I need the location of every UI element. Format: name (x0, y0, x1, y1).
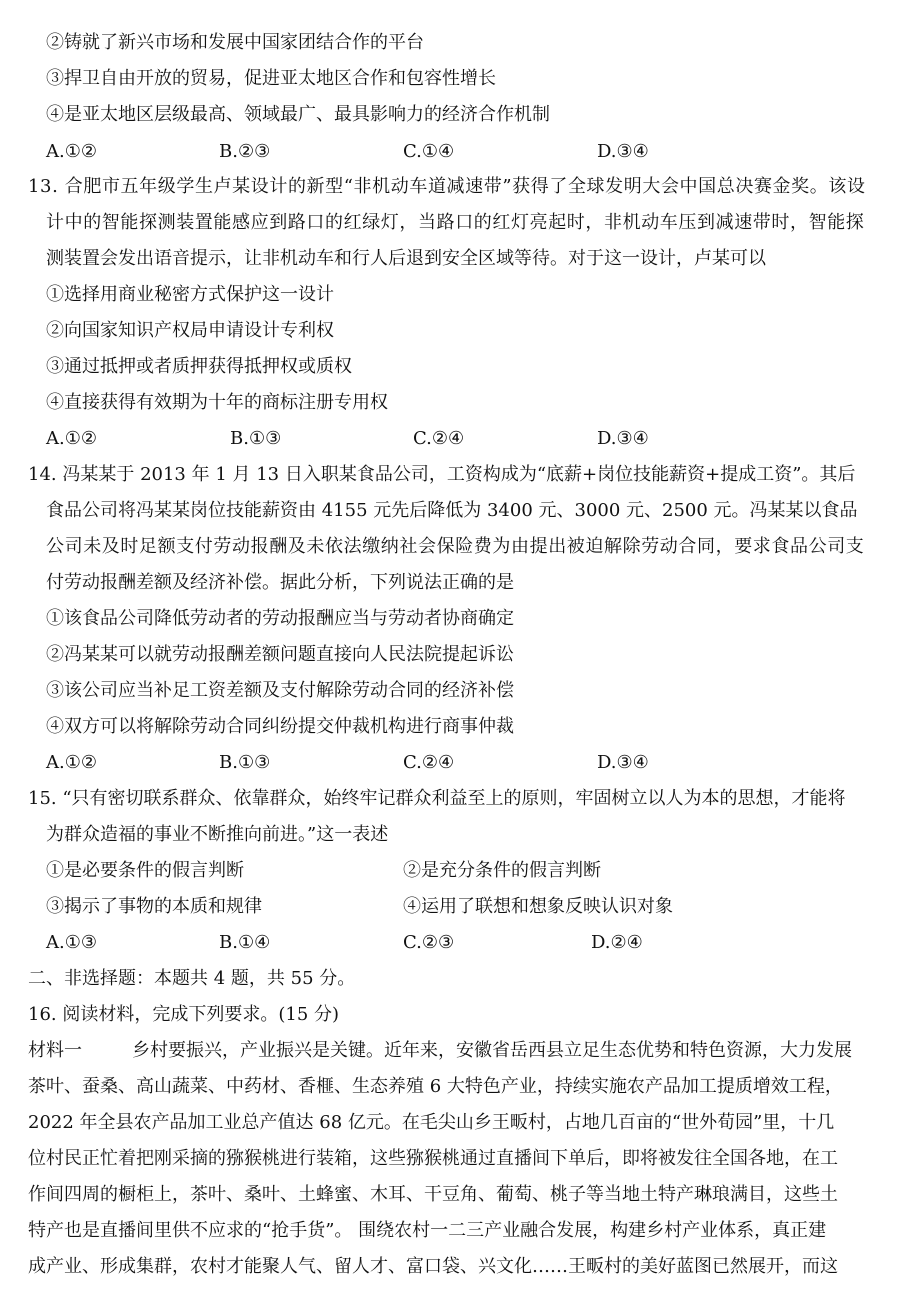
q14-stem-line-1: 14. 冯某某于 2013 年 1 月 13 日入职某食品公司，工资构成为“底薪+岗位技能薪资+提成工资”。其后 (28, 464, 856, 485)
q15-option-c[interactable]: C.②③ (403, 932, 455, 953)
q15-items-row-1 (46, 858, 866, 884)
q15-item-2: ②是充分条件的假言判断 (403, 860, 601, 881)
q12-option-b[interactable]: B.②③ (219, 141, 271, 162)
q12-item-4: ④是亚太地区层级最高、领域最广、最具影响力的经济合作机制 (46, 104, 550, 125)
q14-item-2: ②冯某某可以就劳动报酬差额问题直接向人民法院提起诉讼 (46, 644, 514, 665)
q13-stem-line-2: 计中的智能探测装置能感应到路口的红绿灯，当路口的红灯亮起时，非机动车压到减速带时，智能探 (46, 212, 865, 233)
q13-option-a[interactable]: A.①② (46, 428, 97, 449)
q13-option-b[interactable]: B.①③ (230, 428, 282, 449)
q13-option-c[interactable]: C.②④ (413, 428, 465, 449)
q13-options (46, 426, 866, 452)
q12-option-a[interactable]: A.①② (46, 141, 97, 162)
q14-option-c[interactable]: C.②④ (403, 752, 455, 773)
q14-item-3: ③该公司应当补足工资差额及支付解除劳动合同的经济补偿 (46, 680, 514, 701)
q15-item-1: ①是必要条件的假言判断 (46, 860, 244, 881)
q14-stem-line-4: 付劳动报酬差额及经济补偿。据此分析，下列说法正确的是 (46, 572, 514, 593)
q12-item-2: ②铸就了新兴市场和发展中国家团结合作的平台 (46, 32, 424, 53)
q16-material-line-7: 成产业、形成集群，农村才能聚人气、留人才、富口袋、兴文化……王畈村的美好蓝图已然展开，而这 (28, 1256, 838, 1277)
q16-material-line-4: 位村民正忙着把刚采摘的猕猴桃进行装箱，这些猕猴桃通过直播间下单后，即将被发往全国各地，在工 (28, 1148, 838, 1169)
q14-option-d[interactable]: D.③④ (597, 752, 649, 773)
q13-item-4: ④直接获得有效期为十年的商标注册专用权 (46, 392, 388, 413)
q15-items-row-2 (46, 894, 866, 920)
q13-stem-line-3: 测装置会发出语音提示，让非机动车和行人后退到安全区域等待。对于这一设计，卢某可以 (46, 248, 766, 269)
q13-option-d[interactable]: D.③④ (597, 428, 649, 449)
q12-option-c[interactable]: C.①④ (403, 141, 455, 162)
q16-material-line-1: 乡村要振兴，产业振兴是关键。近年来，安徽省岳西县立足生态优势和特色资源，大力发展 (132, 1040, 852, 1061)
q15-option-b[interactable]: B.①④ (219, 932, 271, 953)
q16-material-line-3: 2022 年全县农产品加工业总产值达 68 亿元。在毛尖山乡王畈村，占地几百亩的“世外荀园”里，十几 (28, 1112, 835, 1133)
q12-item-3: ③捍卫自由开放的贸易，促进亚太地区合作和包容性增长 (46, 68, 496, 89)
q14-item-4: ④双方可以将解除劳动合同纠纷提交仲裁机构进行商事仲裁 (46, 716, 514, 737)
q15-item-4: ④运用了联想和想象反映认识对象 (403, 896, 673, 917)
q16-material-line-2: 茶叶、蚕桑、高山蔬菜、中药材、香榧、生态养殖 6 大特色产业，持续实施农产品加工提质增效工程， (28, 1076, 843, 1097)
q15-option-a[interactable]: A.①③ (46, 932, 97, 953)
q14-item-1: ①该食品公司降低劳动者的劳动报酬应当与劳动者协商确定 (46, 608, 514, 629)
q15-item-3: ③揭示了事物的本质和规律 (46, 896, 262, 917)
section-2-heading: 二、非选择题：本题共 4 题，共 55 分。 (28, 968, 356, 989)
q14-option-a[interactable]: A.①② (46, 752, 97, 773)
q12-options (46, 139, 866, 165)
q16-stem: 16. 阅读材料，完成下列要求。(15 分) (28, 1004, 340, 1025)
q15-option-d[interactable]: D.②④ (591, 932, 643, 953)
q16-material-line-6: 特产也是直播间里供不应求的“抢手货”。 围绕农村一二三产业融合发展，构建乡村产业体系，真正建 (28, 1220, 827, 1241)
q14-stem-line-3: 公司未及时足额支付劳动报酬及未依法缴纳社会保险费为由提出被迫解除劳动合同，要求食品公司支 (46, 536, 865, 557)
q14-stem-line-2: 食品公司将冯某某岗位技能薪资由 4155 元先后降低为 3400 元、3000 元、2500 元。冯某某以食品 (46, 500, 858, 521)
q12-option-d[interactable]: D.③④ (597, 141, 649, 162)
q14-option-b[interactable]: B.①③ (219, 752, 271, 773)
q13-stem-line-1: 13. 合肥市五年级学生卢某设计的新型“非机动车道减速带”获得了全球发明大会中国总决赛金奖。该设 (28, 176, 866, 197)
q14-options (46, 750, 866, 776)
q15-stem-line-2: 为群众造福的事业不断推向前进。”这一表述 (46, 824, 389, 845)
q13-item-1: ①选择用商业秘密方式保护这一设计 (46, 284, 334, 305)
q13-item-3: ③通过抵押或者质押获得抵押权或质权 (46, 356, 352, 377)
q16-material-label: 材料一 (28, 1040, 82, 1061)
q13-item-2: ②向国家知识产权局申请设计专利权 (46, 320, 334, 341)
q15-stem-line-1: 15. “只有密切联系群众、依靠群众，始终牢记群众利益至上的原则，牢固树立以人为本的思想，才能将 (28, 788, 846, 809)
q15-options (46, 930, 866, 956)
q16-material-line-5: 作间四周的橱柜上，茶叶、桑叶、土蜂蜜、木耳、干豆角、葡萄、桃子等当地土特产琳琅满目，这些土 (28, 1184, 838, 1205)
